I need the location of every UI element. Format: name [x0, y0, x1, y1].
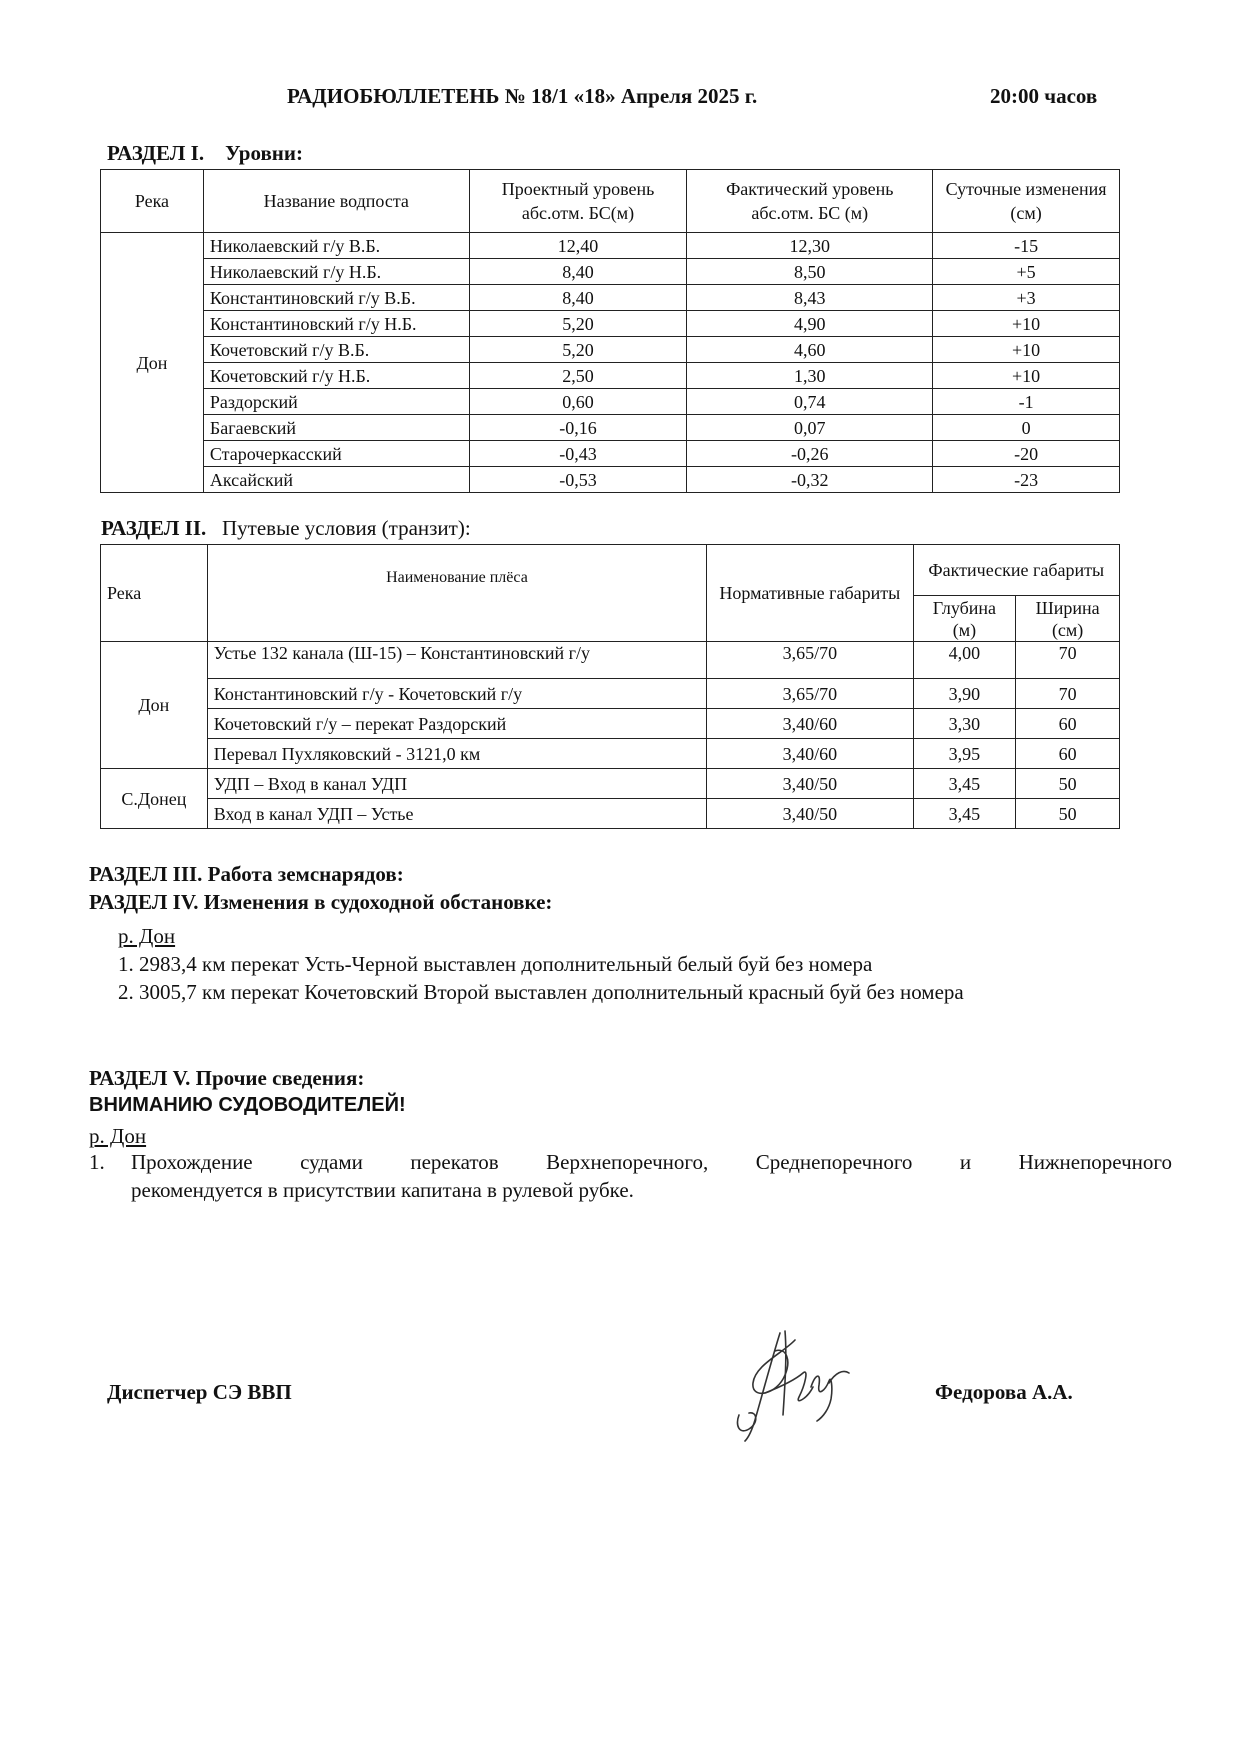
list-item: 1. 2983,4 км перекат Усть-Черной выставлен дополнительный белый буй без номера [118, 952, 873, 976]
section1-title: Уровни: [225, 141, 303, 165]
actual-width: 50 [1016, 799, 1120, 829]
design-level: -0,43 [469, 441, 687, 467]
daily-change: +10 [933, 311, 1120, 337]
section2-heading [101, 516, 471, 541]
notice-line-1: Прохождение судами перекатов Верхнепоречного, Среднепоречного и Нижнепоречного [131, 1150, 1172, 1174]
reach-name: УДП – Вход в канал УДП [207, 769, 706, 799]
signer-name: Федорова А.А. [935, 1380, 1073, 1404]
item-number: 1. [89, 1150, 105, 1174]
section4-river: р. Дон [118, 924, 176, 948]
table-row [101, 799, 1120, 829]
actual-depth: 3,90 [913, 679, 1016, 709]
col-header: Река [101, 170, 204, 233]
section4-title: РАЗДЕЛ IV. Изменения в судоходной обстановке: [89, 890, 553, 914]
reach-name: Константиновский г/у - Кочетовский г/у [207, 679, 706, 709]
table-row [101, 233, 1120, 259]
daily-change: -15 [933, 233, 1120, 259]
actual-level: 0,74 [687, 389, 933, 415]
actual-level: -0,26 [687, 441, 933, 467]
col-header-normative: Нормативные габариты [707, 545, 913, 642]
section5-river: р. Дон [89, 1124, 147, 1148]
table-row [101, 259, 1120, 285]
levels-header-row [101, 170, 1120, 233]
actual-level: 1,30 [687, 363, 933, 389]
reach-name: Перевал Пухляковский - 3121,0 км [207, 739, 706, 769]
handwritten-signature [725, 1325, 875, 1445]
design-level: 2,50 [469, 363, 687, 389]
table-row [101, 709, 1120, 739]
daily-change: -20 [933, 441, 1120, 467]
col-header: Проектный уровень абс.отм. БС(м) [469, 170, 687, 233]
design-level: -0,53 [469, 467, 687, 493]
reach-name: Кочетовский г/у – перекат Раздорский [207, 709, 706, 739]
actual-width: 50 [1016, 769, 1120, 799]
post-name: Николаевский г/у Н.Б. [203, 259, 469, 285]
design-level: 5,20 [469, 337, 687, 363]
post-name: Раздорский [203, 389, 469, 415]
daily-change: +10 [933, 337, 1120, 363]
post-name: Николаевский г/у В.Б. [203, 233, 469, 259]
post-name: Багаевский [203, 415, 469, 441]
actual-level: 8,43 [687, 285, 933, 311]
section5-title: РАЗДЕЛ V. Прочие сведения: [89, 1066, 365, 1090]
normative-dims: 3,40/50 [707, 799, 913, 829]
actual-level: 8,50 [687, 259, 933, 285]
col-header-width: Ширина (см) [1016, 596, 1120, 642]
daily-change: 0 [933, 415, 1120, 441]
notice-line-2: рекомендуется в присутствии капитана в рулевой рубке. [131, 1178, 634, 1202]
daily-change: +5 [933, 259, 1120, 285]
actual-depth: 3,45 [913, 769, 1016, 799]
normative-dims: 3,65/70 [707, 642, 913, 679]
river-cell: Дон [101, 233, 204, 493]
actual-width: 70 [1016, 679, 1120, 709]
actual-depth: 3,30 [913, 709, 1016, 739]
table-row [101, 415, 1120, 441]
normative-dims: 3,40/60 [707, 709, 913, 739]
actual-level: 0,07 [687, 415, 933, 441]
post-name: Кочетовский г/у В.Б. [203, 337, 469, 363]
daily-change: -1 [933, 389, 1120, 415]
river-cell: Дон [101, 642, 208, 769]
design-level: 12,40 [469, 233, 687, 259]
signer-role: Диспетчер СЭ ВВП [107, 1380, 292, 1404]
actual-level: 12,30 [687, 233, 933, 259]
actual-depth: 3,45 [913, 799, 1016, 829]
table-row [101, 739, 1120, 769]
actual-width: 60 [1016, 739, 1120, 769]
actual-width: 60 [1016, 709, 1120, 739]
post-name: Кочетовский г/у Н.Б. [203, 363, 469, 389]
bulletin-time: 20:00 часов [990, 84, 1098, 108]
section2-label: РАЗДЕЛ II. [101, 516, 207, 540]
attention-heading: ВНИМАНИЮ СУДОВОДИТЕЛЕЙ! [89, 1094, 406, 1116]
table-row [101, 467, 1120, 493]
normative-dims: 3,65/70 [707, 679, 913, 709]
table-row [101, 769, 1120, 799]
section1-label: РАЗДЕЛ I. [107, 141, 205, 165]
design-level: 8,40 [469, 259, 687, 285]
col-header: Фактический уровень абс.отм. БС (м) [687, 170, 933, 233]
actual-level: 4,60 [687, 337, 933, 363]
design-level: 5,20 [469, 311, 687, 337]
post-name: Аксайский [203, 467, 469, 493]
col-header-name: Наименование плёса [207, 545, 706, 642]
daily-change: +10 [933, 363, 1120, 389]
post-name: Константиновский г/у Н.Б. [203, 311, 469, 337]
table-row [101, 311, 1120, 337]
actual-level: -0,32 [687, 467, 933, 493]
actual-level: 4,90 [687, 311, 933, 337]
design-level: 0,60 [469, 389, 687, 415]
reach-name: Вход в канал УДП – Устье [207, 799, 706, 829]
table-row [101, 642, 1120, 679]
col-header-river: Река [101, 545, 208, 642]
post-name: Старочеркасский [203, 441, 469, 467]
table-row [101, 679, 1120, 709]
normative-dims: 3,40/50 [707, 769, 913, 799]
actual-width: 70 [1016, 642, 1120, 679]
table-row [101, 363, 1120, 389]
col-header-actual: Фактические габариты [913, 545, 1119, 596]
table-row [101, 285, 1120, 311]
table-row [101, 389, 1120, 415]
river-cell: С.Донец [101, 769, 208, 829]
post-name: Константиновский г/у В.Б. [203, 285, 469, 311]
normative-dims: 3,40/60 [707, 739, 913, 769]
col-header: Суточные изменения (см) [933, 170, 1120, 233]
col-header: Название водпоста [203, 170, 469, 233]
design-level: 8,40 [469, 285, 687, 311]
daily-change: -23 [933, 467, 1120, 493]
bulletin-title: РАДИОБЮЛЛЕТЕНЬ № 18/1 «18» Апреля 2025 г. [287, 84, 758, 108]
actual-depth: 3,95 [913, 739, 1016, 769]
reach-name: Устье 132 канала (Ш-15) – Константиновский г/у [207, 642, 706, 679]
daily-change: +3 [933, 285, 1120, 311]
section2-title: Путевые условия (транзит): [222, 516, 471, 540]
route-header-row [101, 545, 1120, 596]
table-row [101, 337, 1120, 363]
section3-title: РАЗДЕЛ III. Работа земснарядов: [89, 862, 404, 886]
route-conditions-table [100, 544, 1120, 829]
table-row [101, 441, 1120, 467]
list-item: 2. 3005,7 км перекат Кочетовский Второй выставлен дополнительный красный буй без номера [118, 980, 964, 1004]
section1-heading [107, 141, 303, 166]
col-header-depth: Глубина (м) [913, 596, 1016, 642]
design-level: -0,16 [469, 415, 687, 441]
levels-table [100, 169, 1120, 493]
actual-depth: 4,00 [913, 642, 1016, 679]
